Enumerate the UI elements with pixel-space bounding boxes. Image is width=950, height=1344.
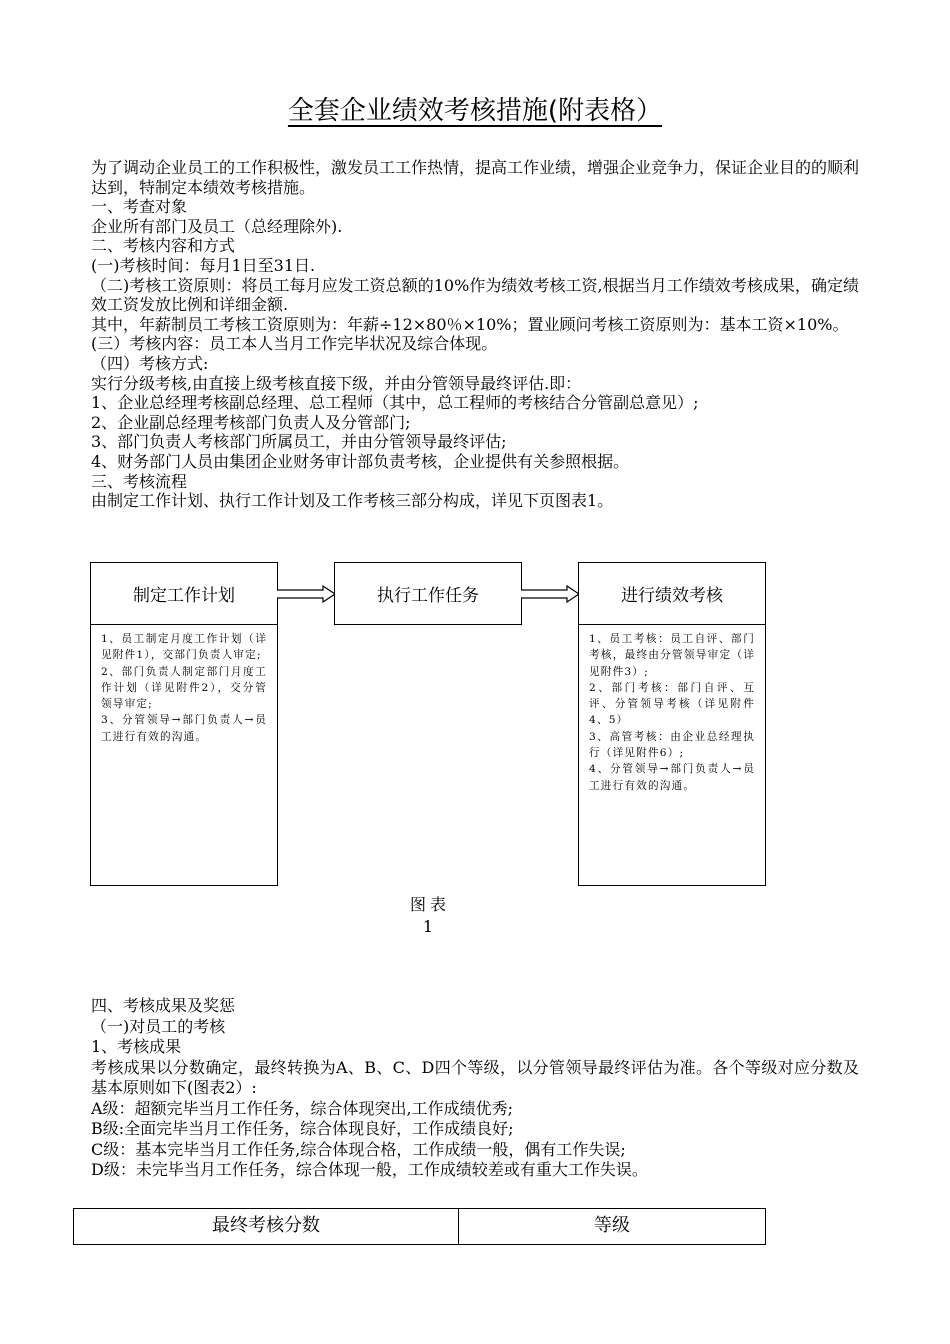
grade-description: D级：未完毕当月工作任务，综合体现一般，工作成绩较差或有重大工作失误。 (91, 1160, 648, 1179)
figure-caption-label: 图表 (409, 895, 450, 914)
section-4-subheading: （一)对员工的考核 (91, 1016, 226, 1036)
flow-detail-line: 1、员工制定月度工作计划（详见附件1），交部门负责人审定; (101, 633, 267, 662)
flow-detail-line: 4、分管领导→部门负责人→员工进行有效的沟通。 (589, 763, 755, 792)
intro-paragraph: 为了调动企业员工的工作积极性，激发员工工作热情，提高工作业绩，增强企业竞争力，保证企业目的的顺利达到，特制定本绩效考核措施。 (91, 158, 860, 197)
flow-detail-line: 1、员工考核：员工自评、部门考核，最终由分管领导审定（详见附件3）; (589, 633, 755, 678)
document-body-section-4 (91, 996, 859, 1181)
grade-table (73, 1208, 766, 1245)
flow-arrow-icon (521, 584, 581, 604)
section-3-heading: 三、考核流程 (91, 471, 188, 491)
assessment-time: (一)考核时间：每月1日至31日. (91, 255, 316, 275)
figure-caption (400, 894, 460, 938)
section-4-subsubheading: 1、考核成果 (91, 1037, 182, 1056)
flow-box-plan-details (90, 624, 278, 886)
assessment-salary-formula: 其中，年薪制员工考核工资原则为：年薪÷12×80％×10%；置业顾问考核工资原则为：基本工资×10%。 (91, 314, 849, 334)
flow-box-assess-title: 进行绩效考核 (621, 586, 723, 606)
assessment-method-heading: （四）考核方式: (91, 353, 209, 373)
flow-box-assess-details (578, 624, 766, 886)
assessment-method-text: 实行分级考核,由直接上级考核直接下级，并由分管领导最终评估.即： (91, 373, 582, 393)
flow-detail-line: 3、高管考核：由企业总经理执行（详见附件6）; (589, 730, 755, 760)
section-4-text: 考核成果以分数确定，最终转换为A、B、C、D四个等级，以分管领导最终评估为准。各个等级对应分数及基本原则如下(图表2）: (91, 1057, 859, 1097)
document-body (91, 158, 859, 511)
list-item: 3、部门负责人考核部门所属员工，并由分管领导最终评估; (91, 432, 507, 452)
page-title: 全套企业绩效考核措施(附表格） (287, 96, 663, 126)
flow-box-assess (578, 562, 766, 625)
list-item: 2、企业副总经理考核部门负责人及分管部门; (91, 412, 411, 432)
flow-detail-line: 3、分管领导→部门负责人→员工进行有效的沟通。 (101, 714, 267, 743)
table-header-grade: 等级 (459, 1209, 766, 1245)
flow-box-execute (334, 562, 522, 625)
section-3-text: 由制定工作计划、执行工作计划及工作考核三部分构成，详见下页图表1。 (91, 491, 614, 511)
flow-box-execute-title: 执行工作任务 (377, 586, 479, 606)
flow-arrow-icon (277, 584, 337, 604)
flow-box-plan-title: 制定工作计划 (133, 586, 235, 606)
figure-caption-number: 1 (422, 917, 438, 936)
flow-detail-line: 2、部门负责人制定部门月度工作计划（详见附件2），交分管领导审定; (101, 665, 267, 711)
section-1-text: 企业所有部门及员工（总经理除外). (91, 216, 343, 236)
flow-box-plan (90, 562, 278, 625)
flow-detail-line: 2、部门考核：部门自评、互评、分管领导考核（详见附件4、5） (589, 681, 755, 727)
assessment-salary-principle: （二)考核工资原则：将员工每月应发工资总额的10%作为绩效考核工资,根据当月工作绩效考核成果，确定绩效工资发放比例和详细金额. (91, 275, 859, 315)
list-item: 4、财务部门人员由集团企业财务审计部负责考核，企业提供有关参照根据。 (91, 451, 630, 471)
grade-description: A级：超额完毕当月工作任务，综合体现突出,工作成绩优秀; (91, 1098, 514, 1118)
grade-description: C级：基本完毕当月工作任务,综合体现合格，工作成绩一般，偶有工作失误; (91, 1139, 626, 1159)
table-row (74, 1209, 766, 1245)
table-header-score: 最终考核分数 (74, 1209, 459, 1245)
section-4-heading: 四、考核成果及奖惩 (91, 996, 236, 1015)
list-item: 1、企业总经理考核副总经理、总工程师（其中，总工程师的考核结合分管副总意见）; (91, 393, 699, 413)
section-1-heading: 一、考查对象 (91, 197, 188, 217)
section-2-heading: 二、考核内容和方式 (91, 236, 236, 256)
grade-description: B级:全面完毕当月工作任务，综合体现良好，工作成绩良好; (91, 1119, 514, 1138)
assessment-content: (三）考核内容：员工本人当月工作完毕状况及综合体现。 (91, 334, 498, 354)
